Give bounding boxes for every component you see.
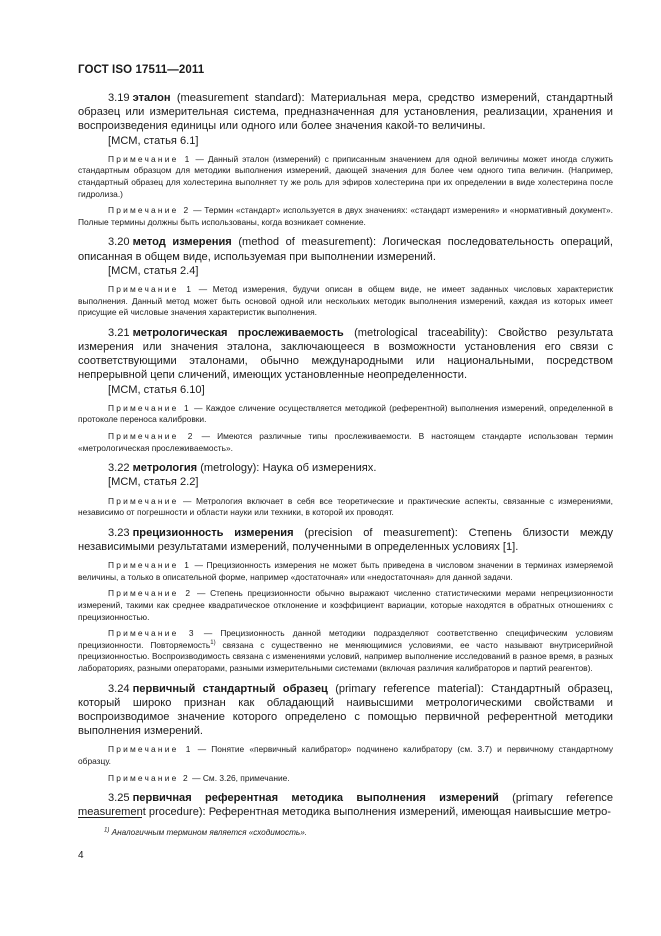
term-3-20 — [78, 235, 613, 263]
term-definition: (metrological traceability): Свойство результата измерения или значения эталона, заключающееся в возможности установления его связи с соответствующими эталонами, обычно международными или национальными, посредством непрерывной цепи сличений, имеющих установленные неопределенности. — [78, 326, 613, 382]
term-reference: [МСМ, статья 2.4] — [108, 264, 199, 277]
term-definition: (primary reference measurement procedure): Референтная методика выполнения измерений, имеющая наивысшие метро- — [78, 792, 613, 819]
note-label: Примечание 1 — [108, 402, 191, 413]
term-number: 3.24 — [108, 682, 130, 695]
term-name: метрология — [132, 462, 198, 475]
term-number: 3.23 — [108, 526, 130, 539]
note — [78, 154, 613, 200]
note-label: Примечание 1 — [108, 153, 192, 164]
term-definition: (measurement standard): Материальная мера, средство измерений, стандартный образец или измерительная система, предназначенная для установления, реализации, хранения и воспроизведения единицы или одного или более значения какой-то величины. — [78, 92, 613, 133]
term-reference: [МСМ, статья 6.10] — [108, 383, 205, 396]
note-text: — См. 3.26, примечание. — [189, 772, 290, 783]
footnote — [104, 828, 307, 837]
note-text: — Понятие «первичный калибратор» подчинено калибратору (см. 3.7) и первичному стандартному образцу. — [78, 744, 614, 766]
note-label: Примечание 2 — [108, 588, 193, 599]
term-3-19 — [78, 91, 613, 134]
note-label: Примечание 2 — [108, 205, 191, 216]
page-number: 4 — [78, 850, 84, 861]
term-name: метрологическая прослеживаемость — [132, 326, 344, 339]
term-number: 3.22 — [108, 462, 130, 475]
note-text: связана с существенно не меняющимися условиями, ее часто называют внутрисерийной прецизионностью. Воспроизводимость связана с изменениями условий, например выполнение исследований в разное время, в разных лабораториях, разными операторами, разными измерительными системами (включая различия калибраторов и партий реагентов). — [78, 639, 613, 673]
term-3-21 — [78, 326, 613, 383]
note-label: Примечание 2 — [108, 430, 195, 441]
note-label: Примечание 2 — [108, 772, 190, 783]
note-label: Примечание 3 — [108, 628, 196, 639]
note — [78, 560, 613, 583]
document-body — [78, 91, 613, 820]
note-text: — Данный эталон (измерений) с приписанным значением для одной величины может иногда служить стандартным образцом для методики выполнения измерений, дающей значения для более чем одного типа величин. (Например, стандартный образец для холестерина выполняет ту же роль для эфиров холестерина при их определении в виде холестерина после гидролиза.) — [78, 153, 614, 199]
term-number: 3.25 — [108, 792, 130, 805]
note-label: Примечание 1 — [108, 744, 193, 755]
footnote-reference[interactable]: 1) — [210, 639, 216, 646]
note-text: — Термин «стандарт» используется в двух значениях: «стандарт измерения» и «нормативный документ». Полные термины должны быть использованы, когда возникает сомнение. — [78, 205, 613, 227]
note-text: — Прецизионность измерения не может быть приведена в числовом значении в терминах измеряемой величины, а только в описательной форме, например «достаточная» или «недостаточная» для данной задачи. — [78, 560, 614, 582]
footnote-mark: 1) — [104, 827, 110, 834]
note — [78, 284, 613, 319]
term-definition: (precision of measurement): Степень близости между независимыми результатами измерений, полученными в определенных условиях [1]. — [78, 526, 613, 553]
note — [78, 205, 613, 228]
note — [78, 496, 613, 519]
term-number: 3.20 — [108, 236, 130, 249]
note — [78, 744, 613, 767]
document-header: ГОСТ ISO 17511—2011 — [78, 64, 205, 76]
note-text: — Метод измерения, будучи описан в общем виде, не имеет заданных числовых характеристик выполнения. Данный метод может быть основой одной или нескольких методик выполнения измерений, каждая из которых имеет присущие ей числовые значения характеристик выполнения. — [78, 283, 613, 318]
term-3-24 — [78, 682, 613, 739]
term-name: прецизионность измерения — [132, 526, 294, 539]
term-reference: [МСМ, статья 2.2] — [108, 476, 199, 489]
footnote-text: Аналогичным термином является «сходимость». — [111, 828, 308, 837]
term-3-23 — [78, 526, 613, 554]
note-label: Примечание 1 — [108, 560, 192, 571]
term-reference: [МСМ, статья 6.1] — [108, 134, 199, 147]
term-definition: (metrology): Наука об измерениях. — [197, 462, 377, 475]
note-text: — Имеются различные типы прослеживаемости. В настоящем стандарте использован термин «метрологическая прослеживаемость». — [78, 430, 614, 453]
term-definition: (primary reference material): Стандартный образец, который широко признан как обладающий наивысшими метрологическими свойствами и воспроизводимое значение которого определено с помощью первичной референтной методики выполнения измерений. — [78, 682, 613, 738]
note — [78, 588, 613, 623]
term-name: метод измерения — [132, 236, 232, 249]
term-name: первичная референтная методика выполнения измерений — [132, 792, 499, 805]
note — [78, 403, 613, 426]
term-3-25 — [78, 791, 613, 819]
term-number: 3.21 — [108, 326, 130, 339]
term-3-22 — [78, 461, 613, 475]
term-definition: (method of measurement): Логическая последовательность операций, описанная в общем виде, используемая при выполнении измерений. — [78, 236, 613, 263]
footnote-separator — [78, 817, 142, 818]
note-text: — Степень прецизионности обычно выражают численно статистическими мерами непрецизионности измерений, такими как среднее квадратическое отклонение и коэффициент вариации, которые находятся в обратных отношениях с прецизионностью. — [78, 588, 613, 622]
term-name: эталон — [132, 92, 171, 104]
note — [78, 773, 613, 785]
term-name: первичный стандартный образец — [132, 682, 328, 695]
note-text: — Метрология включает в себя все теоретические и практические аспекты, связанные с измерениями, независимо от погрешности и области науки или техники, в которой их проводят. — [78, 495, 613, 518]
note-label: Примечание 1 — [108, 283, 194, 294]
note-text: — Прецизионность данной методики подразделяют соответственно специфическим условиям прецизионности. Повторяемость — [78, 628, 614, 650]
note-text: — Каждое сличение осуществляется методикой (референтной) выполнения измерений, определенной в протоколе переноса калибровки. — [78, 402, 613, 425]
note-label: Примечание — [108, 495, 179, 506]
note — [78, 628, 613, 674]
term-number: 3.19 — [108, 92, 130, 104]
note — [78, 431, 613, 454]
